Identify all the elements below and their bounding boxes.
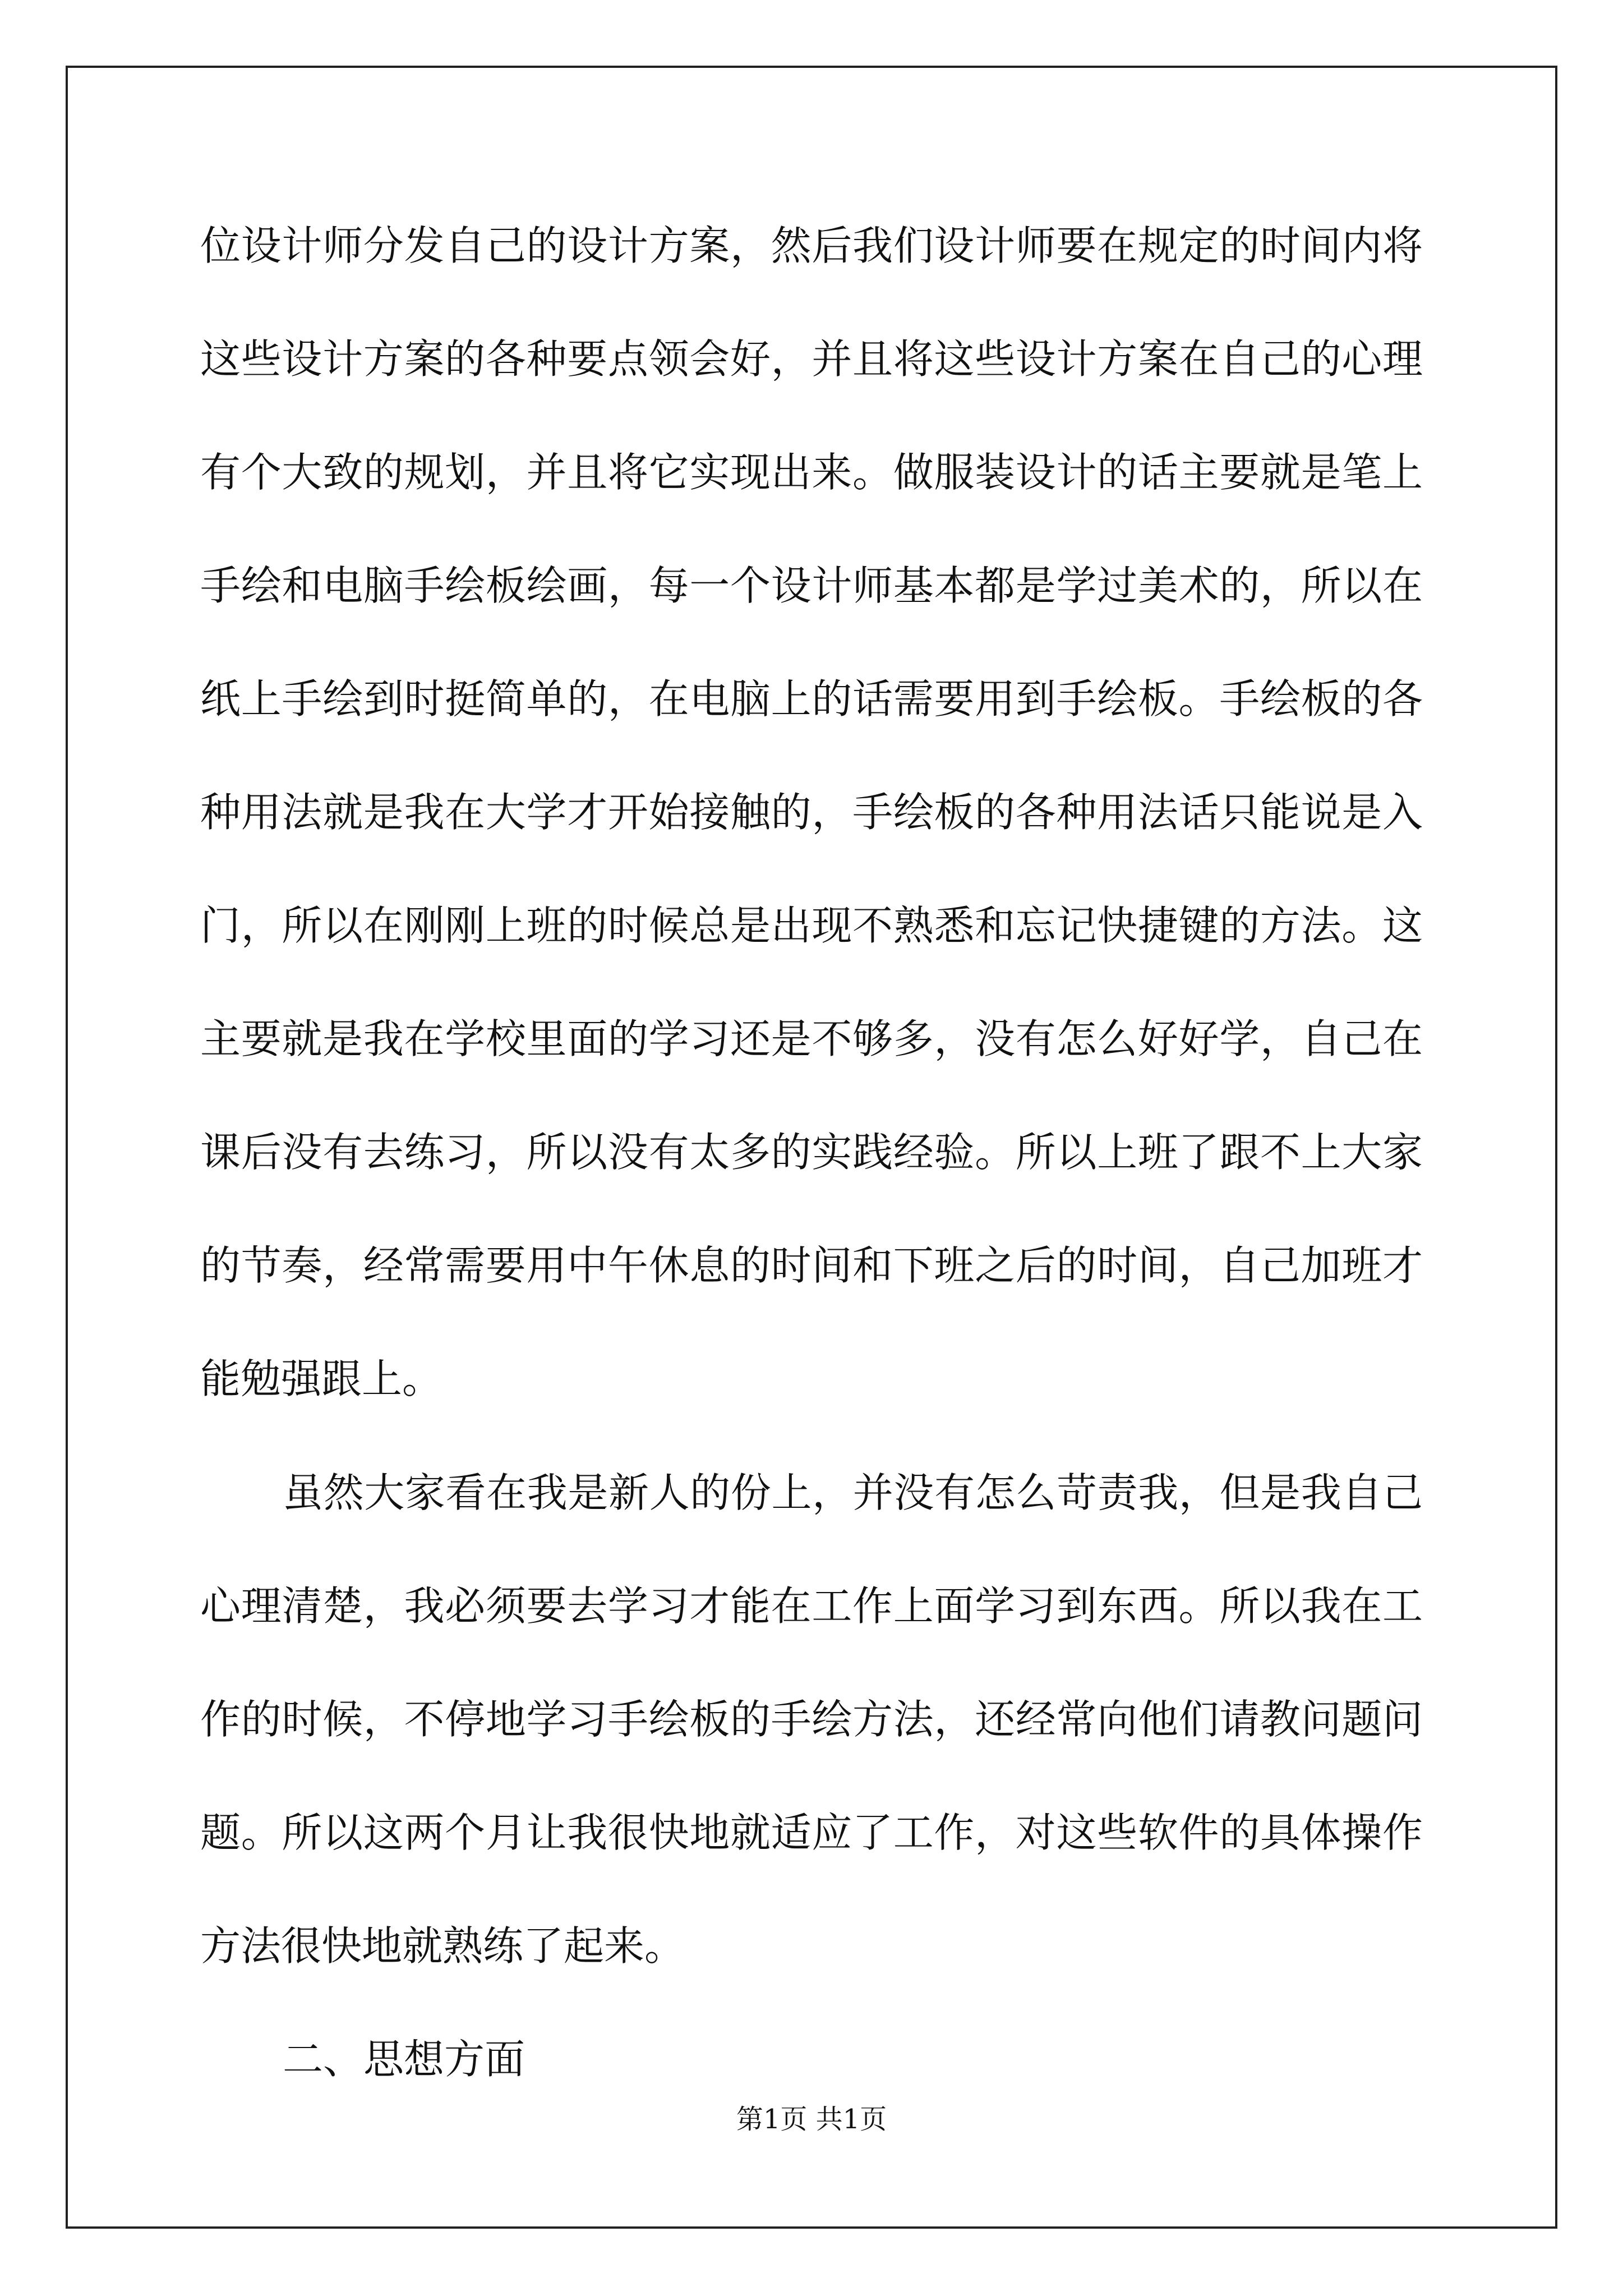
text-line: 作的时候，不停地学习手绘板的手绘方法，还经常向他们请教问题问 xyxy=(200,1696,1423,1743)
section-heading: 二、思想方面 xyxy=(283,2036,525,2083)
paragraph-end-line: 能勉强跟上。 xyxy=(200,1355,443,1402)
text-line: 心理清楚，我必须要去学习才能在工作上面学习到东西。所以我在工 xyxy=(200,1582,1423,1630)
paragraph-start-line: 虽然大家看在我是新人的份上，并没有怎么苛责我，但是我自己 xyxy=(283,1469,1423,1516)
paragraph-end-line: 方法很快地就熟练了起来。 xyxy=(200,1922,685,1970)
text-line: 题。所以这两个月让我很快地就适应了工作，对这些软件的具体操作 xyxy=(200,1809,1423,1856)
text-line: 纸上手绘到时挺简单的，在电脑上的话需要用到手绘板。手绘板的各 xyxy=(200,675,1423,723)
text-line: 手绘和电脑手绘板绘画，每一个设计师基本都是学过美术的，所以在 xyxy=(200,562,1423,609)
text-line: 的节奏，经常需要用中午休息的时间和下班之后的时间，自己加班才 xyxy=(200,1242,1423,1289)
text-line: 主要就是我在学校里面的学习还是不够多，没有怎么好好学，自己在 xyxy=(200,1015,1423,1062)
text-line: 种用法就是我在大学才开始接触的，手绘板的各种用法话只能说是入 xyxy=(200,789,1423,836)
text-line: 课后没有去练习，所以没有太多的实践经验。所以上班了跟不上大家 xyxy=(200,1129,1423,1176)
text-line: 位设计师分发自己的设计方案，然后我们设计师要在规定的时间内将 xyxy=(200,222,1423,269)
text-line: 门，所以在刚刚上班的时候总是出现不熟悉和忘记快捷键的方法。这 xyxy=(200,902,1423,949)
text-line: 这些设计方案的各种要点领会好，并且将这些设计方案在自己的心理 xyxy=(200,335,1423,383)
page-footer: 第1页 共1页 xyxy=(736,2104,887,2135)
text-line: 有个大致的规划，并且将它实现出来。做服装设计的话主要就是笔上 xyxy=(200,449,1423,496)
